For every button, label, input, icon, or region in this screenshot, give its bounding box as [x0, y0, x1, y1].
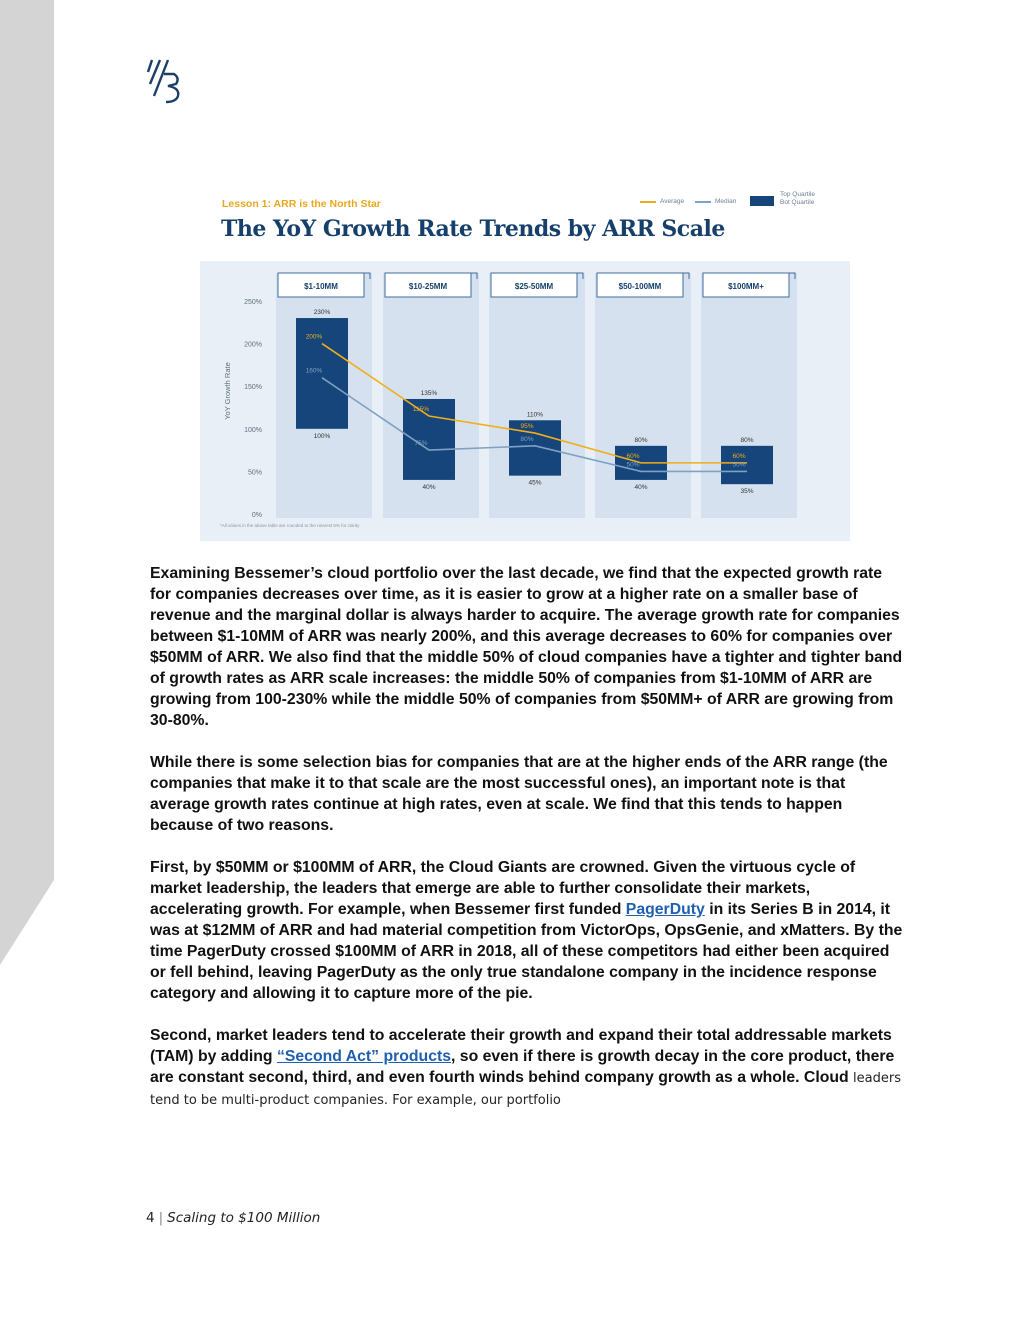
category-label: $50-100MM — [618, 282, 662, 291]
paragraph-4-text-tail: leaders tend to be multi-product companies. For example, our portfolio — [150, 1071, 901, 1108]
y-tick-label: 200% — [244, 341, 262, 349]
top-quartile-label: 230% — [313, 309, 331, 317]
paragraph-3-text-b: in its Series B in 2014, it was at $12MM of ARR and had material competition from VictorOps, OpsGenie, and xMatters. By the time PagerDuty crossed $100MM of ARR in 2018, all of these competitors had either been acquired or fell behind, leaving PagerDuty as the only true standalone company in the incidence response category and allowing it to capture more of the pie. — [150, 901, 903, 1002]
top-quartile-label: 80% — [740, 436, 754, 444]
legend-median-label: Median — [715, 198, 737, 205]
paragraph-2: While there is some selection bias for companies that are at the higher ends of the ARR range (the companies that make it to that scale are the most successful ones), an important note is that average growth rates continue at high rates, even at scale. We find that this tends to happen because of two reasons. — [150, 754, 888, 834]
footer-doc-title: Scaling to $100 Million — [167, 1210, 321, 1226]
top-quartile-label: 135% — [420, 389, 438, 397]
paragraph-4 — [150, 1025, 905, 1111]
average-label: 60% — [626, 452, 640, 460]
quartile-bar — [721, 446, 773, 484]
paragraph-4-text-a: Second, market leaders tend to accelerate their growth and expand their total addressable markets (TAM) by adding — [150, 1027, 892, 1065]
bottom-quartile-label: 40% — [634, 483, 648, 491]
y-tick-label: 0% — [251, 512, 262, 519]
category-label: $25-50MM — [514, 282, 554, 291]
y-tick-label: 150% — [244, 384, 262, 392]
average-label: 60% — [732, 452, 746, 460]
footer-separator: | — [158, 1210, 164, 1226]
legend-median — [695, 198, 736, 205]
quartile-bar — [509, 420, 561, 475]
chart-footnote: *All values in the above table are rounded to the nearest 5% for clarity — [220, 523, 360, 528]
chart-plot — [200, 261, 850, 541]
average-label: 115% — [412, 406, 430, 414]
growth-rate-chart — [200, 186, 850, 541]
bottom-quartile-label: 35% — [740, 488, 754, 496]
y-tick-label: 100% — [244, 426, 262, 434]
bottom-quartile-label: 45% — [528, 479, 542, 487]
bottom-quartile-label: 100% — [313, 432, 331, 440]
chart-title: The YoY Growth Rate Trends by ARR Scale — [221, 216, 725, 242]
top-quartile-label: 110% — [526, 411, 544, 419]
average-label: 200% — [305, 333, 323, 341]
category-label: $10-25MM — [408, 282, 448, 291]
legend-average-label: Average — [660, 198, 685, 205]
median-label: 80% — [520, 435, 534, 443]
y-axis-label: YoY Growth Rate — [223, 362, 232, 420]
category-label: $100MM+ — [728, 282, 764, 291]
paragraph-4-text-b: , so even if there is growth decay in the core product, there are constant second, third, and even fourth winds behind company growth as a whole. Cloud — [150, 1048, 895, 1086]
average-label: 95% — [520, 423, 534, 431]
legend-average — [640, 198, 684, 205]
legend-top-quartile-label: Top Quartile — [780, 191, 816, 198]
bessemer-logo-icon — [146, 58, 186, 104]
legend-quartile-swatch — [750, 196, 774, 206]
median-label: 75% — [414, 440, 428, 448]
legend-median-swatch — [695, 201, 711, 203]
legend-bottom-quartile-label: Bot Quartile — [780, 199, 815, 206]
second-act-products-link[interactable]: “Second Act” products — [276, 1048, 452, 1065]
decorative-side-band — [0, 0, 54, 965]
article-body — [150, 563, 905, 1132]
pagerduty-link[interactable]: PagerDuty — [625, 901, 705, 918]
median-label: 160% — [305, 367, 323, 375]
paragraph-3-text-a: First, by $50MM or $100MM of ARR, the Cloud Giants are crowned. Given the virtuous cycle of market leadership, the leaders that emerge are able to further consolidate their markets, accelerating growth. For example, when Bessemer first funded — [150, 859, 856, 918]
chart-kicker: Lesson 1: ARR is the North Star — [222, 198, 381, 210]
page-footer — [146, 1210, 320, 1226]
category-band — [595, 273, 691, 518]
y-tick-label: 250% — [244, 299, 262, 306]
paragraph-3 — [150, 857, 905, 1004]
category-label: $1-10MM — [304, 282, 338, 291]
top-quartile-label: 80% — [634, 436, 648, 444]
median-label: 50% — [732, 461, 746, 469]
bottom-quartile-label: 40% — [422, 483, 436, 491]
legend-average-swatch — [640, 201, 656, 203]
y-tick-label: 50% — [247, 469, 262, 477]
paragraph-1: Examining Bessemer’s cloud portfolio over the last decade, we find that the expected growth rate for companies decreases over time, as it is easier to grow at a higher rate on a smaller base of revenue and the marginal dollar is always harder to acquire. The average growth rate for companies between $1-10MM of ARR was nearly 200%, and this average decreases to 60% for companies over $50MM of ARR. We also find that the middle 50% of cloud companies have a tighter and tighter band of growth rates as ARR scale increases: the middle 50% of companies from $1-10MM of ARR are growing from 100-230% while the middle 50% of companies from $50MM+ of ARR are growing from 30-80%. — [150, 565, 903, 729]
page-number: 4 — [146, 1210, 155, 1226]
median-label: 50% — [626, 461, 640, 469]
chart-legend — [640, 190, 850, 210]
